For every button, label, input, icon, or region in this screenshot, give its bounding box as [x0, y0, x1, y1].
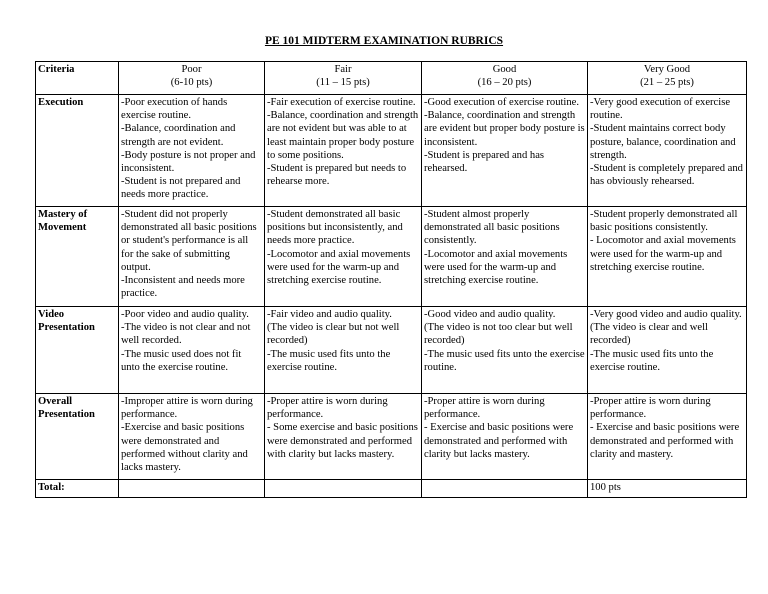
empty-cell — [422, 480, 588, 498]
level-name: Fair — [334, 64, 352, 75]
level-header-fair — [265, 62, 422, 95]
table-row — [36, 95, 747, 207]
rubric-line: -Student demonstrated all basic positions but inconsistently, and needs more practice. — [267, 209, 403, 247]
criterion-execution: Execution — [36, 95, 119, 207]
level-points: (11 – 15 pts) — [316, 77, 370, 89]
total-row — [36, 480, 747, 498]
empty-cell — [119, 480, 265, 498]
rubric-line: -Proper attire is worn during performance. — [267, 396, 388, 421]
rubric-line: -The music used does not fit unto the exercise routine. — [121, 348, 242, 373]
rubric-line: -Poor execution of hands exercise routine. — [121, 97, 228, 122]
rubric-line: - Exercise and basic positions were demonstrated and performed with clarity but lacks mastery. — [424, 422, 574, 460]
level-header-poor — [119, 62, 265, 95]
level-header-good — [422, 62, 588, 95]
rubric-line: - Locomotor and axial movements were used for the warm-up and stretching exercise routine. — [590, 235, 736, 273]
rubric-line: - Some exercise and basic positions were demonstrated and performed with clarity but lacks mastery. — [267, 422, 418, 460]
rubric-line: -Student is prepared and has rehearsed. — [424, 149, 545, 175]
document-title: PE 101 MIDTERM EXAMINATION RUBRICS — [264, 35, 504, 47]
rubric-line: -Proper attire is worn during performance. — [424, 396, 545, 421]
rubric-line: -Student maintains correct body posture, balance, coordination and strength. — [590, 123, 736, 161]
rubric-line: -Fair video and audio quality. — [267, 309, 392, 320]
rubric-line: -Body posture is not proper and inconsistent. — [121, 149, 256, 175]
rubric-cell — [119, 307, 265, 394]
rubric-line: -Very good execution of exercise routine. — [590, 97, 731, 122]
rubric-line: -Improper attire is worn during performance. — [121, 396, 253, 421]
rubric-line: -Balance, coordination and strength are evident but proper body posture is inconsistent. — [424, 110, 585, 148]
total-label: Total: — [36, 480, 119, 498]
rubric-line: -The music used fits unto the exercise routine. — [424, 348, 585, 373]
criterion-video-presentation: Video Presentation — [36, 307, 119, 394]
rubric-line: -Fair execution of exercise routine. — [267, 97, 416, 108]
rubric-line: -Student did not properly demonstrated all basic positions or student's performance is all for the sake of submitting output. — [121, 209, 257, 273]
rubric-line: -The music used fits unto the exercise routine. — [267, 348, 391, 373]
rubric-line: - Exercise and basic positions were demonstrated and performed with clarity and mastery. — [590, 422, 740, 460]
rubric-line: -Exercise and basic positions were demonstrated and performed without clarity and lacks mastery. — [121, 422, 248, 474]
rubric-cell — [588, 394, 747, 480]
rubric-line: -Student properly demonstrated all basic positions consistently. — [590, 209, 738, 234]
rubric-line: -Student almost properly demonstrated all basic positions consistently. — [424, 209, 560, 247]
rubric-cell — [265, 207, 422, 307]
rubric-line: -Good video and audio quality. — [424, 309, 556, 320]
table-row — [36, 394, 747, 480]
table-row — [36, 307, 747, 394]
rubric-line: -The video is not clear and not well recorded. — [121, 322, 251, 347]
rubric-line: -Student is not prepared and needs more practice. — [121, 176, 241, 201]
criterion-overall-presentation: Overall Presentation — [36, 394, 119, 480]
rubric-line: (The video is clear but not well recorded) — [267, 322, 400, 347]
rubric-table — [35, 61, 747, 498]
rubric-cell — [422, 95, 588, 207]
empty-cell — [265, 480, 422, 498]
rubric-line: (The video is clear and well recorded) — [590, 322, 708, 347]
total-value: 100 pts — [588, 480, 747, 498]
rubric-cell — [422, 307, 588, 394]
rubric-cell — [588, 207, 747, 307]
rubric-cell — [422, 207, 588, 307]
criterion-mastery-of-movement: Mastery of Movement — [36, 207, 119, 307]
level-points: (16 – 20 pts) — [477, 77, 532, 89]
rubric-cell — [119, 207, 265, 307]
table-row — [36, 207, 747, 307]
rubric-cell — [588, 307, 747, 394]
rubric-line: -Balance, coordination and strength are not evident but was able to at least maintain proper body posture to some positions. — [267, 110, 419, 161]
rubric-line: -Poor video and audio quality. — [121, 309, 249, 320]
rubric-line: (The video is not too clear but well recorded) — [424, 322, 573, 347]
level-name: Very Good — [643, 64, 691, 75]
rubric-cell — [265, 307, 422, 394]
level-header-very-good — [588, 62, 747, 95]
rubric-line: -Inconsistent and needs more practice. — [121, 275, 245, 300]
rubric-cell — [265, 394, 422, 480]
rubric-line: -Good execution of exercise routine. — [424, 97, 580, 108]
level-points: (6-10 pts) — [170, 77, 213, 89]
header-row — [36, 62, 747, 95]
rubric-line: -Proper attire is worn during performance. — [590, 396, 711, 421]
criteria-header: Criteria — [36, 62, 119, 95]
level-points: (21 – 25 pts) — [640, 77, 694, 89]
rubric-line: -The music used fits unto the exercise routine. — [590, 348, 714, 373]
level-name: Good — [492, 64, 517, 75]
rubric-line: -Locomotor and axial movements were used for the warm-up and stretching exercise routine. — [267, 248, 411, 287]
rubric-line: -Very good video and audio quality. — [590, 309, 742, 320]
rubric-cell — [119, 394, 265, 480]
rubric-line: -Student is prepared but needs to rehearse more. — [267, 163, 407, 188]
rubric-cell — [422, 394, 588, 480]
rubric-line: -Student is completely prepared and has obviously rehearsed. — [590, 163, 743, 188]
rubric-cell — [588, 95, 747, 207]
rubric-cell — [119, 95, 265, 207]
level-name: Poor — [181, 64, 202, 75]
rubric-cell — [265, 95, 422, 207]
rubric-line: -Locomotor and axial movements were used for the warm-up and stretching exercise routine. — [424, 248, 568, 287]
rubric-line: -Balance, coordination and strength are not evident. — [121, 123, 236, 148]
